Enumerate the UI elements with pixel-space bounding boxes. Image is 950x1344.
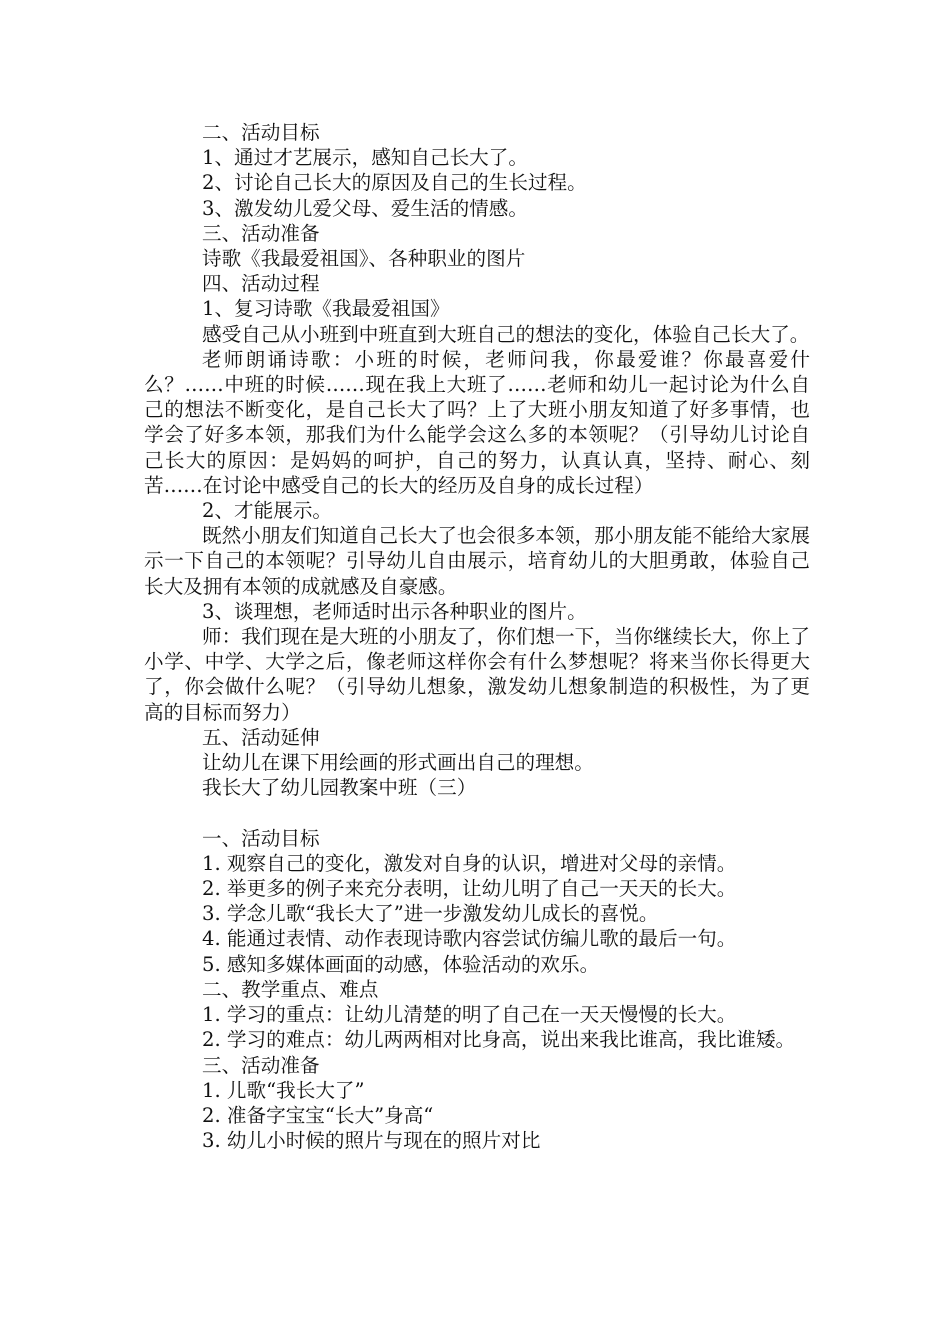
preparation-item: 2. 准备字宝宝“长大”身高“ — [202, 1103, 434, 1127]
preparation-text: 诗歌《我最爱祖国》、各种职业的图片 — [202, 247, 526, 271]
body-paragraph: 感受自己从小班到中班直到大班自己的想法的变化，体验自己长大了。 — [202, 322, 810, 346]
step-heading: 3、谈理想，老师适时出示各种职业的图片。 — [202, 599, 587, 623]
goal-item: 3. 学念儿歌“我长大了”进一步激发幼儿成长的喜悦。 — [202, 902, 659, 926]
lesson-title: 我长大了幼儿园教案中班（三） — [202, 776, 477, 800]
section-heading: 二、教学重点、难点 — [202, 977, 379, 1001]
key-point-item: 2. 学习的难点：幼儿两两相对比身高，说出来我比谁高，我比谁矮。 — [202, 1028, 796, 1052]
section-heading: 三、活动准备 — [202, 1053, 320, 1077]
body-paragraph: 既然小朋友们知道自己长大了也会很多本领，那小朋友能不能给大家展示一下自己的本领呢？引导幼儿自由展示，培育幼儿的大胆勇敢，体验自己长大及拥有本领的成就感及自豪感。 — [144, 524, 810, 598]
goal-item: 1. 观察自己的变化，激发对自身的认识，增进对父母的亲情。 — [202, 851, 737, 875]
blank-line — [144, 800, 810, 825]
section-heading: 三、活动准备 — [202, 221, 320, 245]
section-heading: 一、活动目标 — [202, 826, 320, 850]
step-heading: 2、才能展示。 — [202, 499, 333, 523]
body-paragraph: 让幼儿在课下用绘画的形式画出自己的理想。 — [202, 751, 594, 775]
step-heading: 1、复习诗歌《我最爱祖国》 — [202, 297, 450, 321]
goal-item: 1、通过才艺展示，感知自己长大了。 — [202, 146, 528, 170]
preparation-item: 1. 儿歌“我长大了” — [202, 1078, 365, 1102]
goal-item: 2、讨论自己长大的原因及自己的生长过程。 — [202, 171, 587, 195]
body-paragraph: 师：我们现在是大班的小朋友了，你们想一下，当你继续长大，你上了小学、中学、大学之后，像老师这样你会有什么梦想呢？将来当你长得更大了，你会做什么呢？（引导幼儿想象，激发幼儿想象制造的积极性，为了更高的目标而努力） — [144, 625, 810, 724]
goal-item: 2. 举更多的例子来充分表明，让幼儿明了自己一天天的长大。 — [202, 877, 737, 901]
goal-item: 3、激发幼儿爱父母、爱生活的情感。 — [202, 196, 528, 220]
section-heading: 五、活动延伸 — [202, 725, 320, 749]
preparation-item: 3. 幼儿小时候的照片与现在的照片对比 — [202, 1129, 541, 1153]
key-point-item: 1. 学习的重点：让幼儿清楚的明了自己在一天天慢慢的长大。 — [202, 1003, 737, 1027]
document-page — [144, 120, 810, 1153]
goal-item: 4. 能通过表情、动作表现诗歌内容尝试仿编儿歌的最后一句。 — [202, 927, 737, 951]
section-heading: 二、活动目标 — [202, 121, 320, 144]
body-paragraph: 老师朗诵诗歌：小班的时候，老师问我，你最爱谁？你最喜爱什么？……中班的时候……现在我上大班了……老师和幼儿一起讨论为什么自己的想法不断变化，是自己长大了吗？上了大班小朋友知道了好多事情，也学会了好多本领，那我们为什么能学会这么多的本领呢？（引导幼儿讨论自己长大的原因：是妈妈的呵护，自己的努力，认真认真，坚持、耐心、刻苦……在讨论中感受自己的长大的经历及自身的成长过程） — [144, 347, 810, 497]
goal-item: 5. 感知多媒体画面的动感，体验活动的欢乐。 — [202, 952, 600, 976]
section-heading: 四、活动过程 — [202, 272, 320, 296]
